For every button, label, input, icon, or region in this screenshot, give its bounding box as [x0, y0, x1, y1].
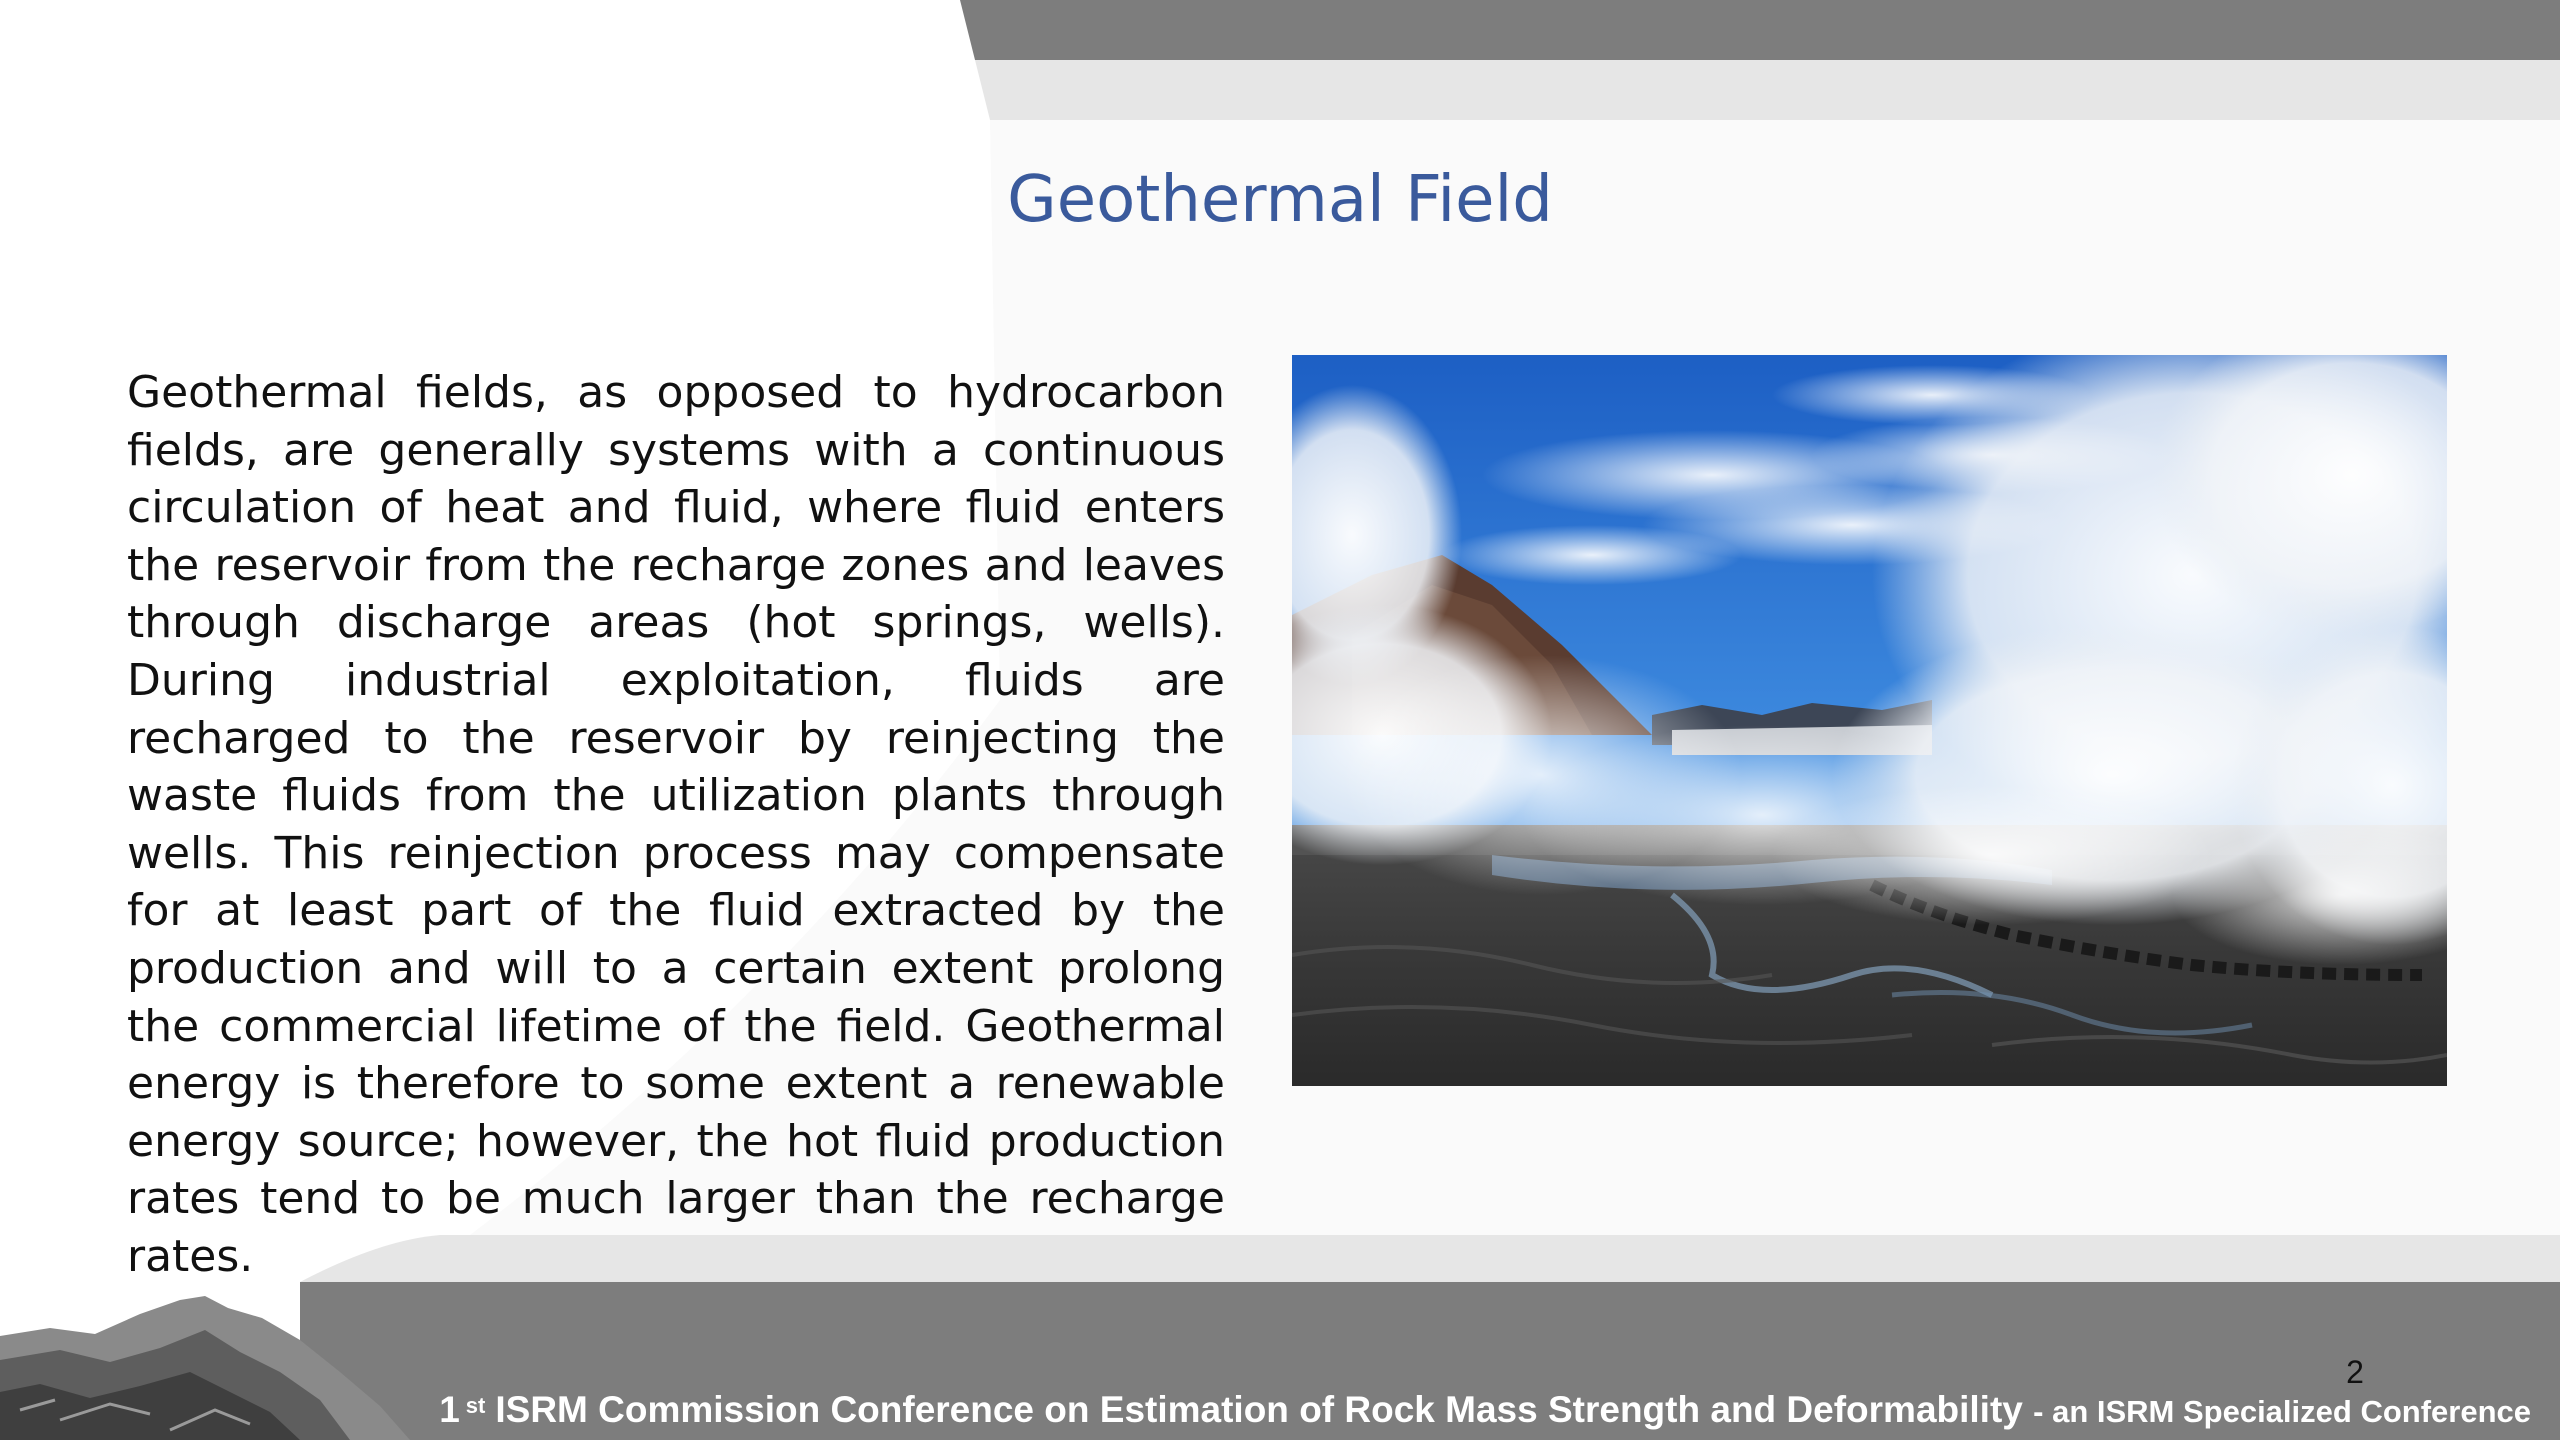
footer-conference-name: ISRM Commission Conference on Estimation of Rock Mass Strength and Deformability — [495, 1389, 2023, 1430]
body-paragraph: Geothermal fields, as opposed to hydrocarbon fields, are generally systems with a continuous circulation of heat and fluid, where fluid enters the reservoir from the recharge zones and leaves through discharge areas (hot springs, wells). During industrial exploitation, fluids are recharged to the reservoir by reinjecting the waste fluids from the utilization plants through wells. This reinjection process may compensate for at least part of the fluid extracted by the production and will to a certain extent prolong the commercial lifetime of the field. Geothermal energy is therefore to some extent a renewable energy source; however, the hot fluid production rates tend to be much larger than the recharge rates. — [127, 367, 1225, 1282]
geyser-field-photo — [1292, 355, 2447, 1086]
footer-ordinal-suffix: st — [465, 1393, 486, 1418]
page-number: 2 — [2346, 1354, 2364, 1390]
footer-tagline: - an ISRM Specialized Conference — [2033, 1394, 2531, 1429]
footer-ordinal-number: 1 — [439, 1389, 460, 1430]
footer-conference-banner — [439, 1386, 2531, 1436]
slide-title: Geothermal Field — [1007, 163, 1553, 237]
